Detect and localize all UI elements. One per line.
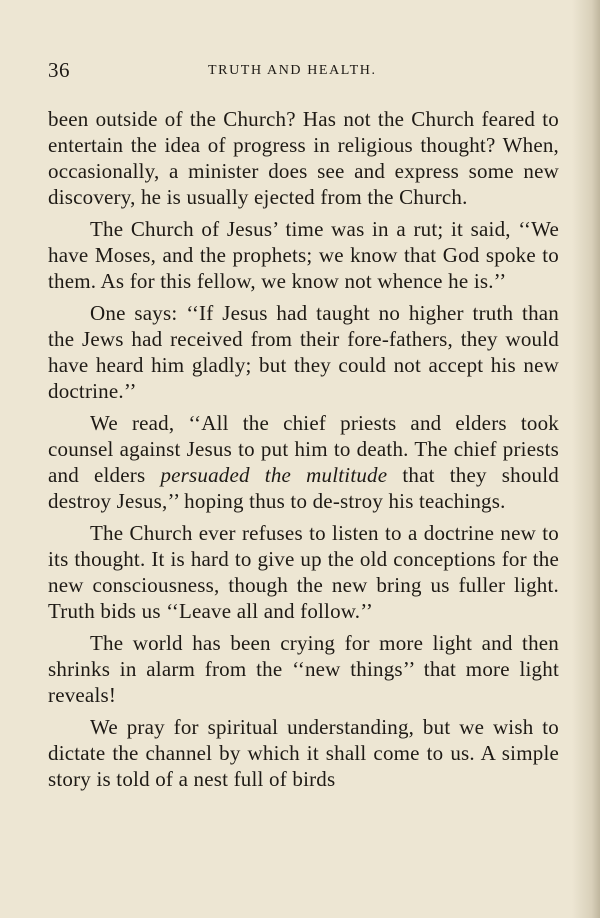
body-text [48,106,559,798]
paragraph-4-italic-phrase: persuaded the multitude [160,463,388,487]
paragraph-4-end: that they should destroy Jesus,’’ hoping thus to de-stroy his teachings. [48,463,559,513]
paragraph-5: The Church ever refuses to listen to a doctrine new to its thought. It is hard to give up the old conceptions for the new consciousness, though the new bring us fuller light. Truth bids us ‘‘Leave all and follow.’’ [48,521,559,623]
page-edge-shadow [572,0,600,918]
paragraph-1: been outside of the Church? Has not the Church feared to entertain the idea of progress in religious thought? When, occasionally, a minister does see and express some new discovery, he is usually ejected from the Church. [48,107,559,209]
paragraph-3: One says: ‘‘If Jesus had taught no higher truth than the Jews had received from their fore-fathers, they would have heard him gladly; but they could not accept his new doctrine.’’ [48,301,559,403]
paragraph-7: We pray for spiritual understanding, but we wish to dictate the channel by which it shall come to us. A simple story is told of a nest full of birds [48,715,559,791]
page-header [48,58,560,88]
paragraph-6: The world has been crying for more light and then shrinks in alarm from the ‘‘new things’’ that more light reveals! [48,631,559,707]
running-title: TRUTH AND HEALTH. [208,63,377,78]
page-number: 36 [48,58,70,82]
paragraph-2: The Church of Jesus’ time was in a rut; it said, ‘‘We have Moses, and the prophets; we know that God spoke to them. As for this fellow, we know not whence he is.’’ [48,217,559,293]
paragraph-4-start: We read, ‘‘All the chief priests and elders took counsel against Jesus to put him to death. The chief priests and elders [48,411,559,487]
paragraph-4 [48,410,559,514]
